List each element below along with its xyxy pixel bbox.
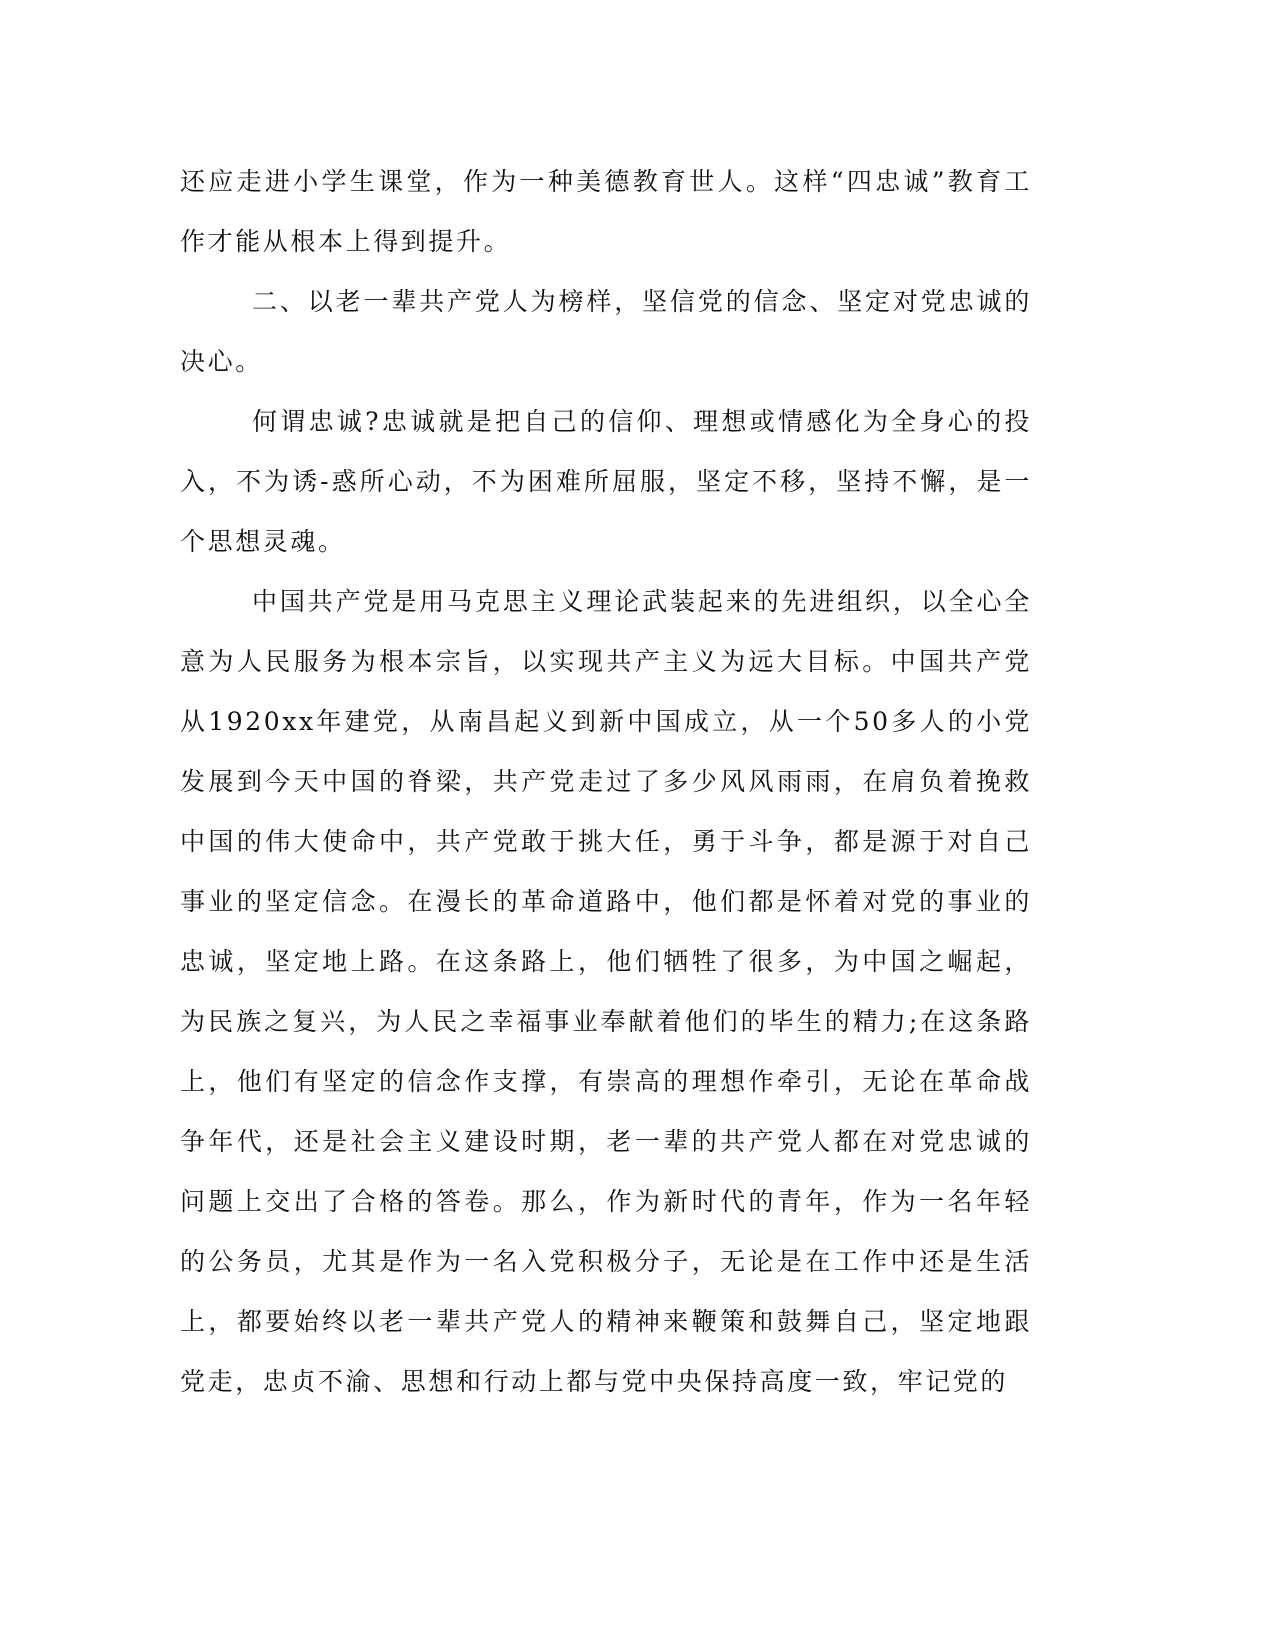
document-body: [180, 152, 1032, 1412]
paragraph-continuation: 还应走进小学生课堂，作为一种美德教育世人。这样“四忠诚”教育工作才能从根本上得到提升。: [180, 167, 1032, 256]
paragraph-party-history: 中国共产党是用马克思主义理论武装起来的先进组织，以全心全意为人民服务为根本宗旨，以实现共产主义为远大目标。中国共产党从1920xx年建党，从南昌起义到新中国成立，从一个50多人的小党发展到今天中国的脊梁，共产党走过了多少风风雨雨，在肩负着挽救中国的伟大使命中，共产党敢于挑大任，勇于斗争，都是源于对自己事业的坚定信念。在漫长的革命道路中，他们都是怀着对党的事业的忠诚，坚定地上路。在这条路上，他们牺牲了很多，为中国之崛起，为民族之复兴，为人民之幸福事业奉献着他们的毕生的精力;在这条路上，他们有坚定的信念作支撑，有崇高的理想作牵引，无论在革命战争年代，还是社会主义建设时期，老一辈的共产党人都在对党忠诚的问题上交出了合格的答卷。那么，作为新时代的青年，作为一名年轻的公务员，尤其是作为一名入党积极分子，无论是在工作中还是生活上，都要始终以老一辈共产党人的精神来鞭策和鼓舞自己，坚定地跟党走，忠贞不渝、思想和行动上都与党中央保持高度一致，牢记党的: [180, 587, 1032, 1396]
section-heading-two: 二、以老一辈共产党人为榜样，坚信党的信念、坚定对党忠诚的决心。: [180, 287, 1032, 376]
paragraph-loyalty-definition: 何谓忠诚?忠诚就是把自己的信仰、理想或情感化为全身心的投入，不为诱-惑所心动，不为困难所屈服，坚定不移，坚持不懈，是一个思想灵魂。: [180, 407, 1032, 556]
